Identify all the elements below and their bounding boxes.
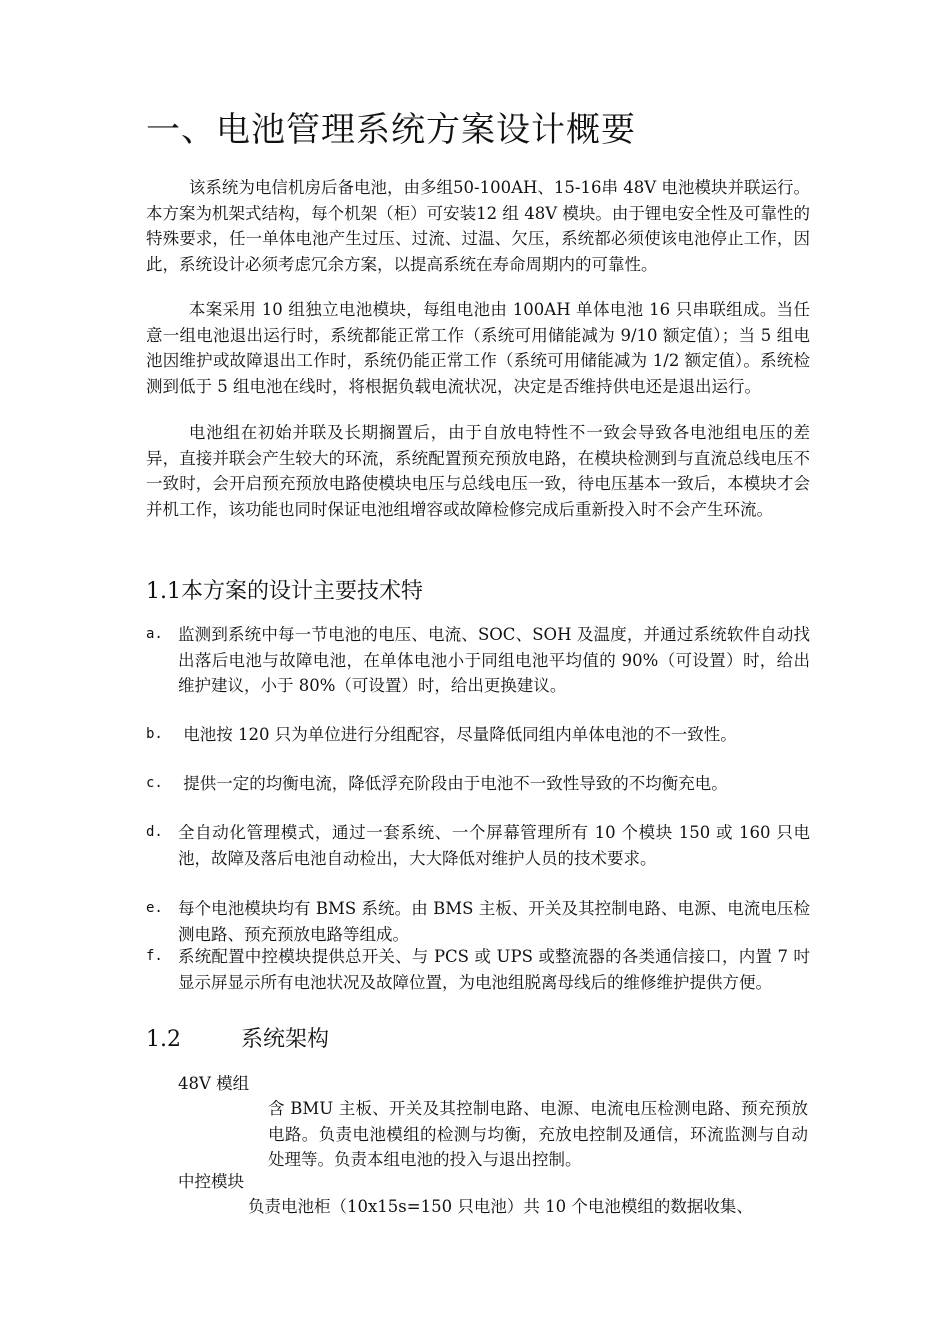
feature-text: 提供一定的均衡电流，降低浮充阶段由于电池不一致性导致的不均衡充电。: [178, 774, 728, 793]
intro-paragraph-3: 电池组在初始并联及长期搁置后，由于自放电特性不一致会导致各电池组电压的差异，直接并联会产生较大的环流，系统配置预充预放电路，在模块检测到与直流总线电压不一致时，会开启预充预放电路使模块电压与总线电压一致，待电压基本一致后，本模块才会并机工作，该功能也同时保证电池组增容或故障检修完成后重新投入时不会产生环流。: [146, 423, 810, 519]
list-marker: e.: [146, 900, 163, 916]
chapter-heading: 一、电池管理系统方案设计概要: [146, 110, 636, 150]
section-number: 1.2: [146, 1027, 181, 1052]
section-1-2-heading: [146, 1024, 329, 1056]
feature-text: 全自动化管理模式，通过一套系统、一个屏幕管理所有 10 个模块 150 或 160 只电池，故障及落后电池自动检出，大大降低对维护人员的技术要求。: [178, 823, 810, 868]
section-title: 系统架构: [241, 1027, 330, 1052]
feature-text: 监测到系统中每一节电池的电压、电流、SOC、SOH 及温度，并通过系统软件自动找出落后电池与故障电池，在单体电池小于同组电池平均值的 90%（可设置）时，给出维护建议，小于 80%（可设置）时，给出更换建议。: [178, 625, 810, 695]
feature-text: 每个电池模块均有 BMS 系统。由 BMS 主板、开关及其控制电路、电源、电流电压检测电路、预充预放电路等组成。: [178, 899, 810, 944]
central-module-description: 负责电池柜（10x15s=150 只电池）共 10 个电池模组的数据收集、: [248, 1197, 753, 1216]
module-48v-description: 含 BMU 主板、开关及其控制电路、电源、电流电压检测电路、预充预放电路。负责电池模组的检测与均衡，充放电控制及通信，环流监测与自动处理等。负责本组电池的投入与退出控制。: [268, 1099, 808, 1169]
list-marker: f.: [146, 948, 163, 964]
list-marker: b.: [146, 726, 163, 742]
intro-paragraph-2: 本案采用 10 组独立电池模块，每组电池由 100AH 单体电池 16 只串联组成。当任意一组电池退出运行时，系统都能正常工作（系统可用储能减为 9/10 额定值）；当 5 组电池因维护或故障退出工作时，系统仍能正常工作（系统可用储能减为 1/2 额定值）。系统检测到低于 5 组电池在线时，将根据负载电流状况，决定是否维持供电还是退出运行。: [146, 300, 810, 396]
list-marker: d.: [146, 824, 163, 840]
intro-paragraph-1: 该系统为电信机房后备电池，由多组50-100AH、15-16串 48V 电池模块并联运行。本方案为机架式结构，每个机架（柜）可安装12 组 48V 模块。由于锂电安全性及可靠性的特殊要求，任一单体电池产生过压、过流、过温、欠压，系统都必须使该电池停止工作，因此，系统设计必须考虑冗余方案，以提高系统在寿命周期内的可靠性。: [146, 178, 810, 274]
section-1-1-heading: 1.1本方案的设计主要技术特: [146, 579, 423, 604]
feature-text: 系统配置中控模块提供总开关、与 PCS 或 UPS 或整流器的各类通信接口，内置 7 吋显示屏显示所有电池状况及故障位置，为电池组脱离母线后的维修维护提供方便。: [178, 947, 810, 992]
module-48v-label: 48V 模组: [178, 1074, 250, 1093]
feature-text: 电池按 120 只为单位进行分组配容，尽量降低同组内单体电池的不一致性。: [178, 725, 737, 744]
list-marker: c.: [146, 775, 163, 791]
central-module-label: 中控模块: [178, 1172, 244, 1191]
list-marker: a.: [146, 626, 163, 642]
